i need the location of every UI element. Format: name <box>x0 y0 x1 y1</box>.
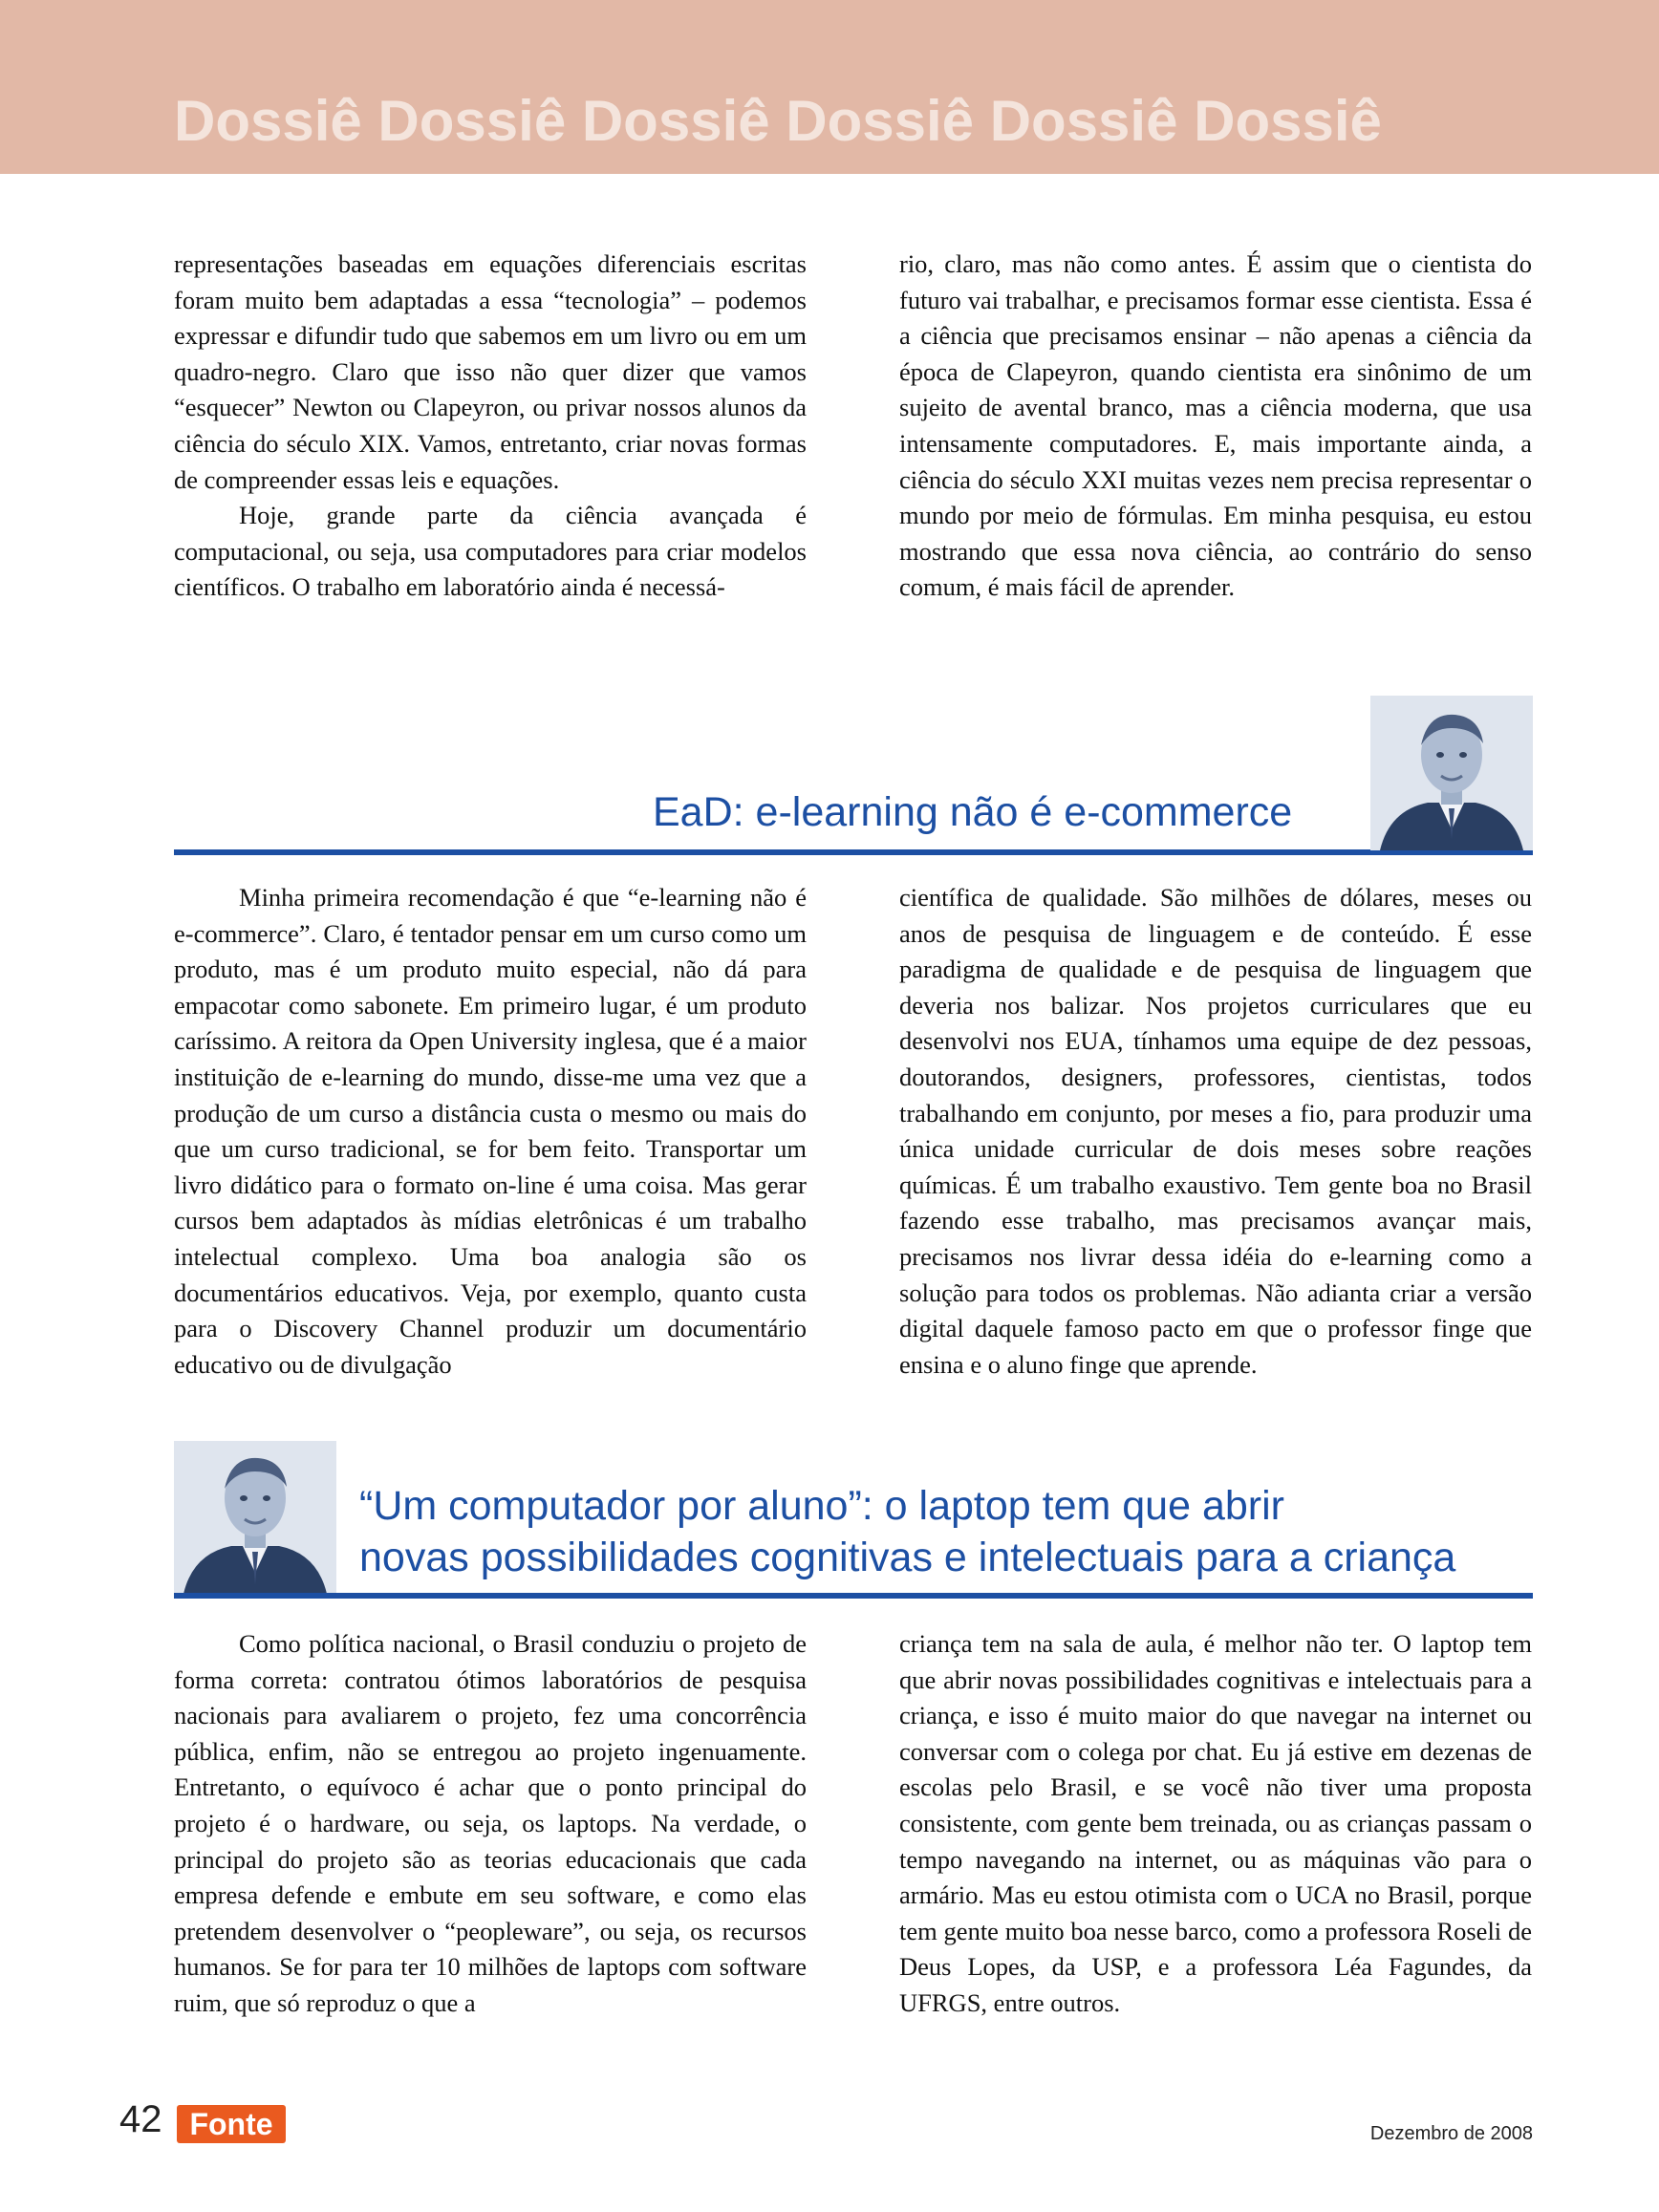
fonte-logo: Fonte <box>177 2105 286 2143</box>
issue-date: Dezembro de 2008 <box>1369 2123 1533 2144</box>
section-rule-ead <box>174 849 1533 855</box>
uca-left-column <box>174 1626 807 2022</box>
top-right-column <box>899 247 1532 606</box>
paragraph: criança tem na sala de aula, é melhor não ter. O laptop tem que abrir novas possibilidades cognitivas e intelectuais para a criança, e isso é muito maior do que navegar na internet ou conversar com o colega por chat. Eu já estive em dezenas de escolas pelo Brasil, e se você não tiver uma proposta consistente, com gente bem treinada, ou as crianças passam o tempo navegando na internet, ou as máquinas vão para o armário. Mas eu estou otimista com o UCA no Brasil, porque tem gente muito boa nesse barco, como a professora Roseli de Deus Lopes, da USP, e a professora Léa Fagundes, da UFRGS, entre outros. <box>899 1629 1532 2017</box>
top-left-column <box>174 247 807 606</box>
uca-right-column <box>899 1626 1532 2022</box>
paragraph: científica de qualidade. São milhões de dólares, meses ou anos de pesquisa de linguagem e de conteúdo. É esse paradigma de qualidade e de pesquisa de linguagem que deveria nos balizar. Nos projetos curriculares que eu desenvolvi nos EUA, tínhamos uma equipe de dez pessoas, doutorandos, designers, professores, cientistas, todos trabalhando em conjunto, por meses a fio, para produzir uma única unidade curricular de dois meses sobre reações químicas. É um trabalho exaustivo. Tem gente boa no Brasil fazendo esse trabalho, mas precisamos avançar mais, precisamos nos livrar dessa idéia do e-learning como a solução para todos os problemas. Não adianta criar a versão digital daquele famoso pacto em que o professor finge que ensina e o aluno finge que aprende. <box>899 883 1532 1379</box>
section-title-uca-line1: “Um computador por aluno”: o laptop tem que abrir <box>359 1483 1284 1529</box>
author-portrait-photo <box>174 1441 336 1594</box>
paragraph: representações baseadas em equações diferenciais escritas foram muito bem adaptadas a essa “tecnologia” – podemos expressar e difundir tudo que sabemos em um livro ou em um quadro-negro. Claro que isso não quer dizer que vamos “esquecer” Newton ou Clapeyron, ou privar nossos alunos da ciência do século XIX. Vamos, entretanto, criar novas formas de compreender essas leis e equações. <box>174 249 807 494</box>
paragraph: Como política nacional, o Brasil conduziu o projeto de forma correta: contratou ótimos laboratórios de pesquisa nacionais para avaliarem o projeto, fez uma concorrência pública, enfim, não se entregou ao projeto ingenuamente. Entretanto, o equívoco é achar que o ponto principal do projeto é o hardware, ou seja, os laptops. Na verdade, o principal do projeto são as teorias educacionais que cada empresa defende e embute em seu software, e como elas pretendem desenvolver o “peopleware”, ou seja, os recursos humanos. Se for para ter 10 milhões de laptops com software ruim, que só reproduz o que a <box>174 1629 807 2017</box>
section-title-uca-line2: novas possibilidades cognitivas e intelectuais para a criança <box>359 1535 1456 1580</box>
section-title-ead: EaD: e-learning não é e-commerce <box>653 789 1293 835</box>
ead-left-column <box>174 880 807 1383</box>
author-portrait-icon <box>174 1441 336 1594</box>
header-title: Dossiê Dossiê Dossiê Dossiê Dossiê Dossiê <box>174 89 1382 153</box>
page-number: 42 <box>119 2098 162 2140</box>
paragraph: rio, claro, mas não como antes. É assim que o cientista do futuro vai trabalhar, e precisamos formar esse cientista. Essa é a ciência que precisamos ensinar – não apenas a ciência da época de Clapeyron, quando cientista era sinônimo de um sujeito de avental branco, mas a ciência moderna, que usa intensamente computadores. E, mais importante ainda, a ciência do século XXI muitas vezes nem precisa representar o mundo por meio de fórmulas. Em minha pesquisa, eu estou mostrando que essa nova ciência, ao contrário do senso comum, é mais fácil de aprender. <box>899 249 1532 602</box>
author-portrait-photo <box>1370 696 1533 850</box>
ead-right-column <box>899 880 1532 1383</box>
paragraph: Minha primeira recomendação é que “e-learning não é e-commerce”. Claro, é tentador pensar em um curso como um produto, mas é um produto muito especial, não dá para empacotar como sabonete. Em primeiro lugar, é um produto caríssimo. A reitora da Open University inglesa, que é a maior instituição de e-learning do mundo, disse-me uma vez que a produção de um curso a distância custa o mesmo ou mais do que um curso tradicional, se for bem feito. Transportar um livro didático para o formato on-line é uma coisa. Mas gerar cursos bem adaptados às mídias eletrônicas é um trabalho intelectual complexo. Uma boa analogia são os documentários educativos. Veja, por exemplo, quanto custa para o Discovery Channel produzir um documentário educativo ou de divulgação <box>174 883 807 1379</box>
paragraph: Hoje, grande parte da ciência avançada é computacional, ou seja, usa computadores para criar modelos científicos. O trabalho em laboratório ainda é necessá- <box>174 501 807 602</box>
author-portrait-icon <box>1370 696 1533 850</box>
section-rule-uca <box>174 1593 1533 1599</box>
